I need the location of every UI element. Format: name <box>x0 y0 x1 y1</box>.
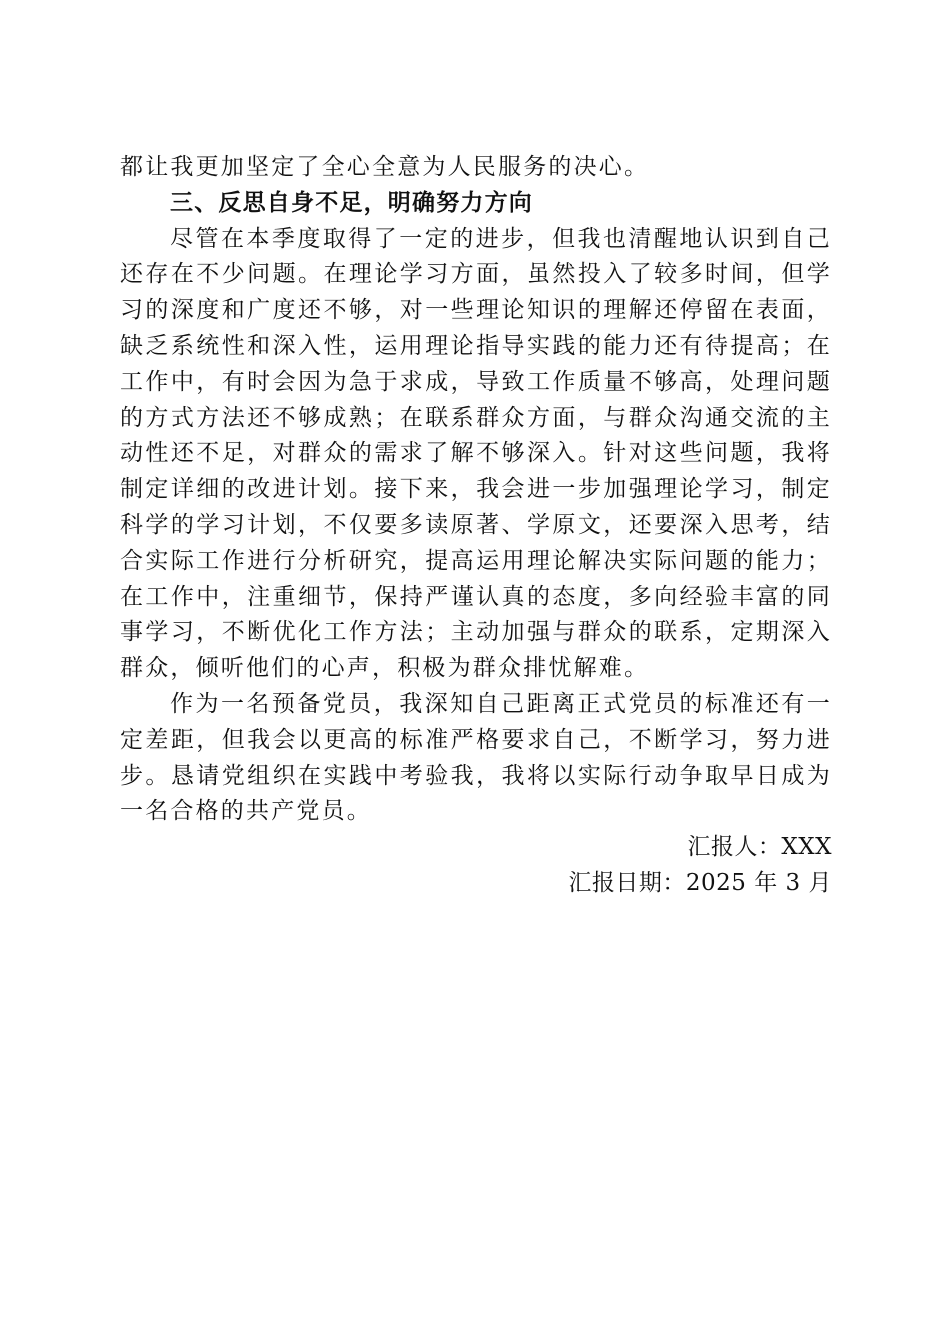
paragraph-reflection: 尽管在本季度取得了一定的进步，但我也清醒地认识到自己还存在不少问题。在理论学习方面，虽然投入了较多时间，但学习的深度和广度还不够，对一些理论知识的理解还停留在表面，缺乏系统性和深入性，运用理论指导实践的能力还有待提高；在工作中，有时会因为急于求成，导致工作质量不够高，处理问题的方式方法还不够成熟；在联系群众方面，与群众沟通交流的主动性还不足，对群众的需求了解不够深入。针对这些问题，我将制定详细的改进计划。接下来，我会进一步加强理论学习，制定科学的学习计划，不仅要多读原著、学原文，还要深入思考，结合实际工作进行分析研究，提高运用理论解决实际问题的能力；在工作中，注重细节，保持严谨认真的态度，多向经验丰富的同事学习，不断优化工作方法；主动加强与群众的联系，定期深入群众，倾听他们的心声，积极为群众排忧解难。 <box>120 225 832 682</box>
paragraph-commitment: 作为一名预备党员，我深知自己距离正式党员的标准还有一定差距，但我会以更高的标准严格要求自己，不断学习，努力进步。恳请党组织在实践中考验我，我将以实际行动争取早日成为一名合格的共产党员。 <box>120 690 832 825</box>
document-body <box>120 150 832 902</box>
signature-date: 汇报日期：2025 年 3 月 <box>568 869 832 896</box>
signature-reporter: 汇报人：XXX <box>687 834 832 861</box>
section-heading: 三、反思自身不足，明确努力方向 <box>170 189 533 216</box>
continuation-text: 都让我更加坚定了全心全意为人民服务的决心。 <box>120 154 650 180</box>
